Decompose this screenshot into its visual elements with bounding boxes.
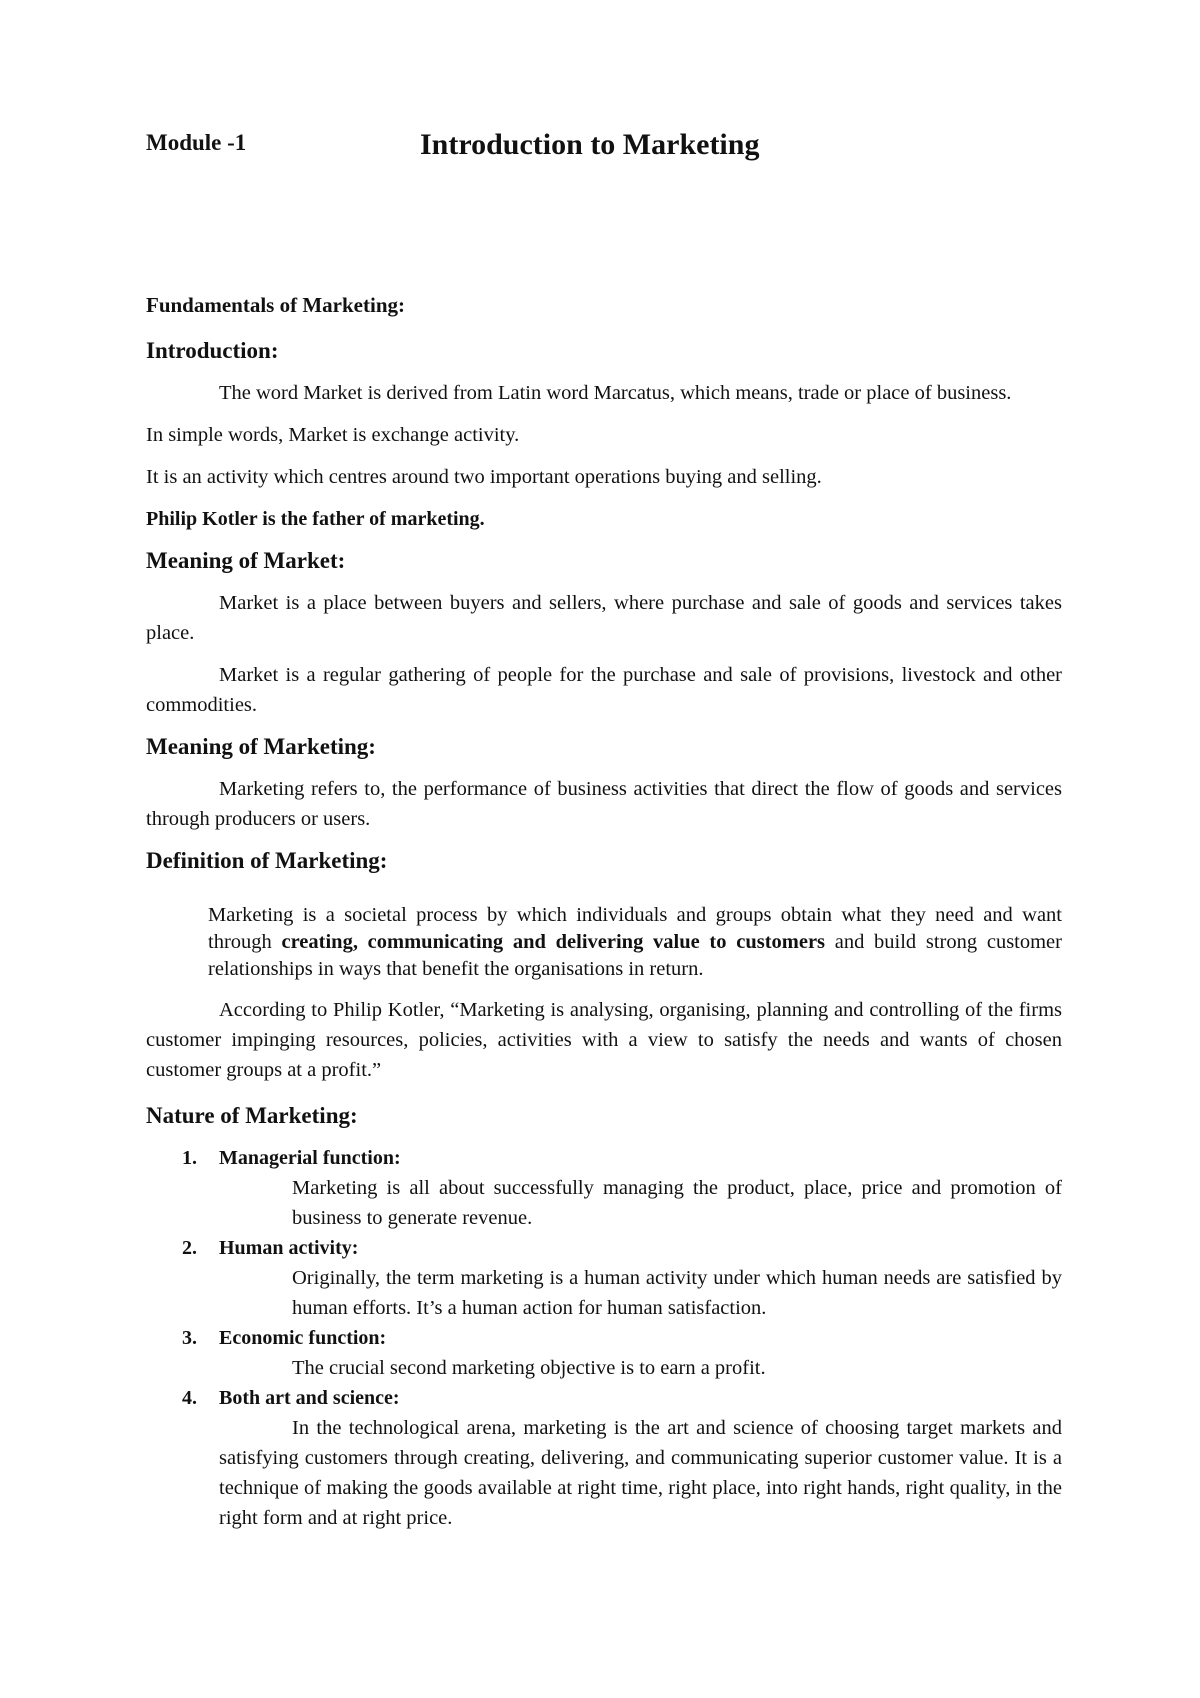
nature-item-number: 4.	[182, 1387, 197, 1409]
definition-text-start: Marketing is a societal process by which individuals and groups obtain what they need and want through	[208, 904, 1062, 953]
nature-item-description: In the technological arena, marketing is the art and science of choosing target markets and satisfying customers through creating, delivering, and communicating superior customer value. It is a technique of making the goods available at right time, right place, into right hands, right quality, in the right form and at right price.	[219, 1417, 1062, 1529]
nature-list-item	[146, 1383, 1062, 1533]
kotler-definition-paragraph: According to Philip Kotler, “Marketing is analysing, organising, planning and controlling of the firms customer impinging resources, policies, activities with a view to satisfy the needs and wants of chosen customer groups at a profit.”	[146, 999, 1062, 1081]
meaning-of-marketing-heading: Meaning of Marketing:	[146, 734, 376, 759]
nature-item-description: Marketing is all about successfully managing the product, place, price and promotion of business to generate revenue.	[292, 1177, 1062, 1229]
introduction-paragraph-2: In simple words, Market is exchange activity.	[146, 424, 520, 446]
nature-of-marketing-heading: Nature of Marketing:	[146, 1103, 358, 1128]
page-header	[146, 128, 1066, 172]
introduction-heading: Introduction:	[146, 338, 279, 363]
nature-item-title: Both art and science:	[219, 1387, 400, 1409]
nature-list-item	[146, 1323, 1062, 1383]
page-title: Introduction to Marketing	[420, 128, 760, 161]
document-body	[146, 290, 1062, 1533]
nature-list	[146, 1143, 1062, 1533]
definition-text-emphasis: creating, communicating and delivering value to customers	[281, 931, 826, 953]
fundamentals-heading: Fundamentals of Marketing:	[146, 293, 405, 317]
meaning-of-market-paragraph-1: Market is a place between buyers and sellers, where purchase and sale of goods and services takes place.	[146, 592, 1062, 644]
meaning-of-marketing-paragraph: Marketing refers to, the performance of business activities that direct the flow of goods and services through producers or users.	[146, 778, 1062, 830]
introduction-paragraph-3: It is an activity which centres around two important operations buying and selling.	[146, 466, 822, 488]
introduction-paragraph-4: Philip Kotler is the father of marketing.	[146, 508, 485, 530]
introduction-paragraph-1: The word Market is derived from Latin word Marcatus, which means, trade or place of business.	[219, 382, 1012, 404]
nature-list-item	[146, 1233, 1062, 1323]
nature-item-number: 1.	[182, 1147, 197, 1169]
meaning-of-market-paragraph-2: Market is a regular gathering of people for the purchase and sale of provisions, livestock and other commodities.	[146, 664, 1062, 716]
nature-item-number: 2.	[182, 1237, 197, 1259]
nature-item-title: Economic function:	[219, 1327, 387, 1349]
nature-list-item	[146, 1143, 1062, 1233]
definition-heading: Definition of Marketing:	[146, 848, 388, 873]
nature-item-title: Human activity:	[219, 1237, 359, 1259]
meaning-of-market-heading: Meaning of Market:	[146, 548, 346, 573]
module-label: Module -1	[146, 130, 247, 155]
nature-item-number: 3.	[182, 1327, 197, 1349]
definition-paragraph-1	[208, 902, 1062, 983]
nature-item-title: Managerial function:	[219, 1147, 401, 1169]
nature-item-description: Originally, the term marketing is a human activity under which human needs are satisfied by human efforts. It’s a human action for human satisfaction.	[292, 1267, 1062, 1319]
nature-item-description: The crucial second marketing objective is to earn a profit.	[292, 1357, 766, 1379]
definition-text-end: and build strong customer relationships in ways that benefit the organisations in return.	[208, 931, 1062, 980]
